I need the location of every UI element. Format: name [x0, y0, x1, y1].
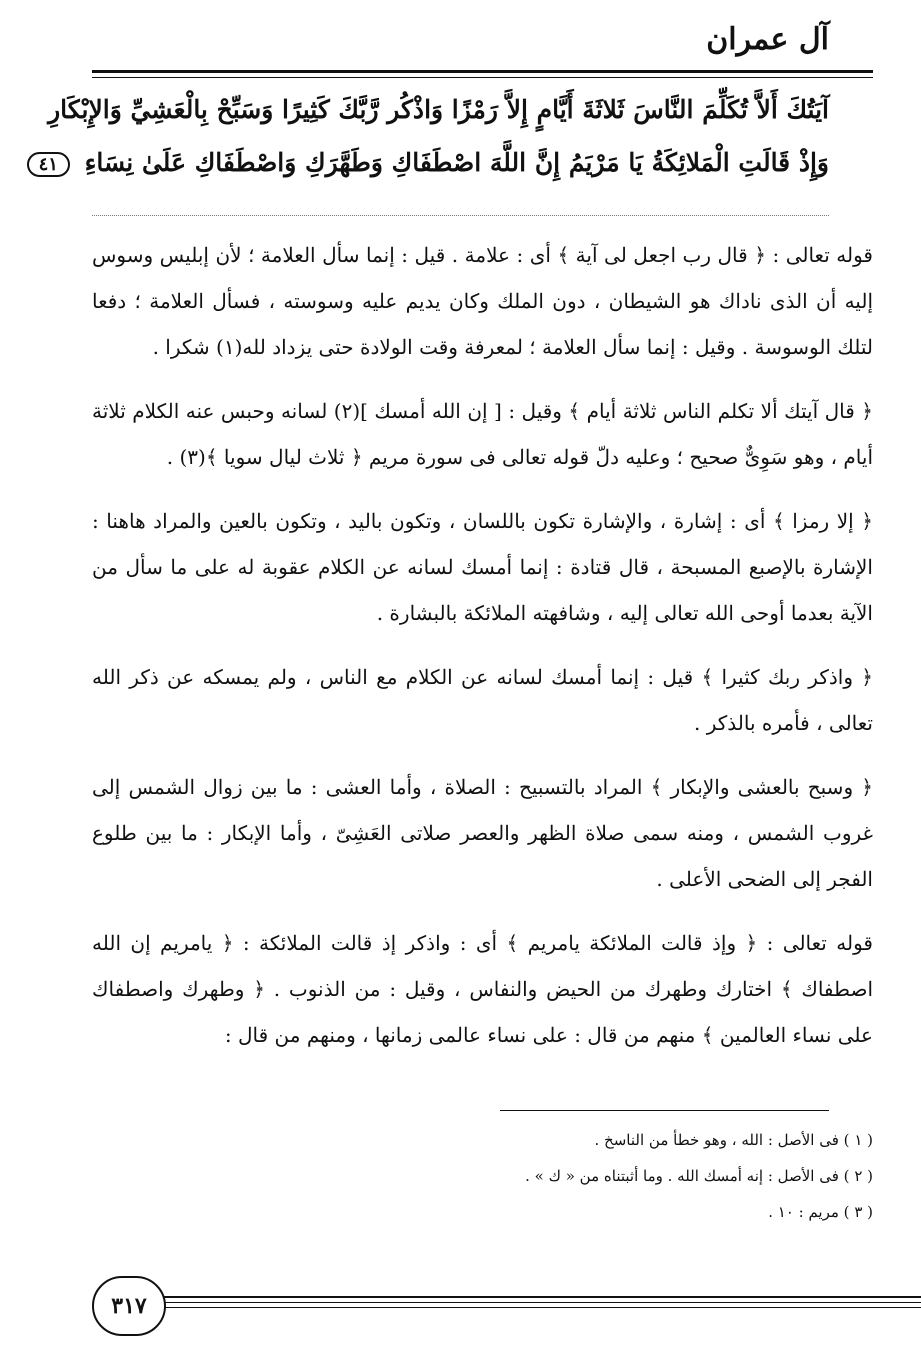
commentary-paragraph: ﴿ إلا رمزا ﴾ أى : إشارة ، والإشارة تكون باللسان ، وتكون باليد ، وتكون بالعين والمراد هاهنا : الإشارة بالإصبع المسبحة ، قال قتادة : إنما أمسك لسانه عن الكلام عقوبة له على ما سأل من الآية بعدما أوحى الله تعالى إليه ، وشافهته الملائكة بالبشارة .: [92, 509, 873, 625]
surah-title: آل عمران: [706, 22, 829, 57]
footnote: ( ٣ ) مريم : ١٠ .: [768, 1203, 873, 1221]
footnote-rule: [500, 1110, 829, 1111]
footer-rule: [164, 1296, 921, 1298]
footnotes: [92, 1122, 873, 1230]
commentary-paragraph: ﴿ وسبح بالعشى والإبكار ﴾ المراد بالتسبيح : الصلاة ، وأما العشى : ما بين زوال الشمس إلى غروب الشمس ، ومنه سمى صلاة الظهر والعصر صلاتى العَشِىّ ، وأما الإبكار : ما بين طلوع الفجر إلى الضحى الأعلى .: [92, 775, 873, 891]
quran-verse-line-2: [38, 148, 829, 177]
verse-separator: [92, 215, 829, 216]
footnote: ( ٢ ) فى الأصل : إنه أمسك الله . وما أثبتناه من « ك » .: [525, 1167, 873, 1185]
commentary-body: [92, 232, 873, 1076]
verse-line-2-text: وَإِذْ قَالَتِ الْمَلائِكَةُ يَا مَرْيَمُ إِنَّ اللَّهَ اصْطَفَاكِ وَطَهَّرَكِ وَاصْطَفَاكِ عَلَىٰ نِسَاءِ: [84, 148, 829, 177]
commentary-paragraph: قوله تعالى : ﴿ قال رب اجعل لى آية ﴾ أى : علامة . قيل : إنما سأل العلامة ؛ لأن إبليس وسوس إليه أن الذى ناداك هو الشيطان ، دون الملك وكان يديم عليه وسوسته ، فسأل العلامة ؛ دفعا لتلك الوسوسة . وقيل : إنما سأل العلامة ؛ لمعرفة وقت الولادة حتى يزداد لله(١) شكرا .: [92, 243, 873, 359]
footnote: ( ١ ) فى الأصل : الله ، وهو خطأ من الناسخ .: [594, 1131, 873, 1149]
quran-verse-line-1: آيَتُكَ أَلاَّ تُكَلِّمَ النَّاسَ ثَلاثَةَ أَيَّامٍ إِلاَّ رَمْزًا وَاذْكُر رَّبَّكَ كَثِيرًا وَسَبِّحْ بِالْعَشِيِّ وَالإِبْكَارِ: [48, 95, 829, 124]
page-header: [92, 18, 829, 78]
commentary-paragraph: ﴿ واذكر ربك كثيرا ﴾ قيل : إنما أمسك لسانه عن الكلام مع الناس ، ولم يمسكه عن ذكر الله تعالى ، فأمره بالذكر .: [92, 665, 873, 735]
header-rule-thick: [92, 70, 873, 73]
page-number: ٣١٧: [92, 1276, 166, 1336]
verse-number-badge: ٤١: [27, 152, 70, 177]
commentary-paragraph: ﴿ قال آيتك ألا تكلم الناس ثلاثة أيام ﴾ وقيل : [ إن الله أمسك ](٢) لسانه وحبس عنه الكلام ثلاثة أيام ، وهو سَوِىٌّ صحيح ؛ وعليه دلّ قوله تعالى فى سورة مريم ﴿ ثلاث ليال سويا ﴾(٣) .: [92, 399, 873, 469]
header-rule-thin: [92, 77, 873, 78]
footer-rule: [164, 1307, 921, 1308]
footer-rule: [164, 1302, 921, 1303]
commentary-paragraph: قوله تعالى : ﴿ وإذ قالت الملائكة يامريم ﴾ أى : واذكر إذ قالت الملائكة : ﴿ يامريم إن الله اصطفاك ﴾ اختارك وطهرك من الحيض والنفاس ، وقيل : من الذنوب . ﴿ وطهرك واصطفاك على نساء العالمين ﴾ منهم من قال : على نساء عالمى زمانها ، ومنهم من قال :: [92, 931, 873, 1047]
